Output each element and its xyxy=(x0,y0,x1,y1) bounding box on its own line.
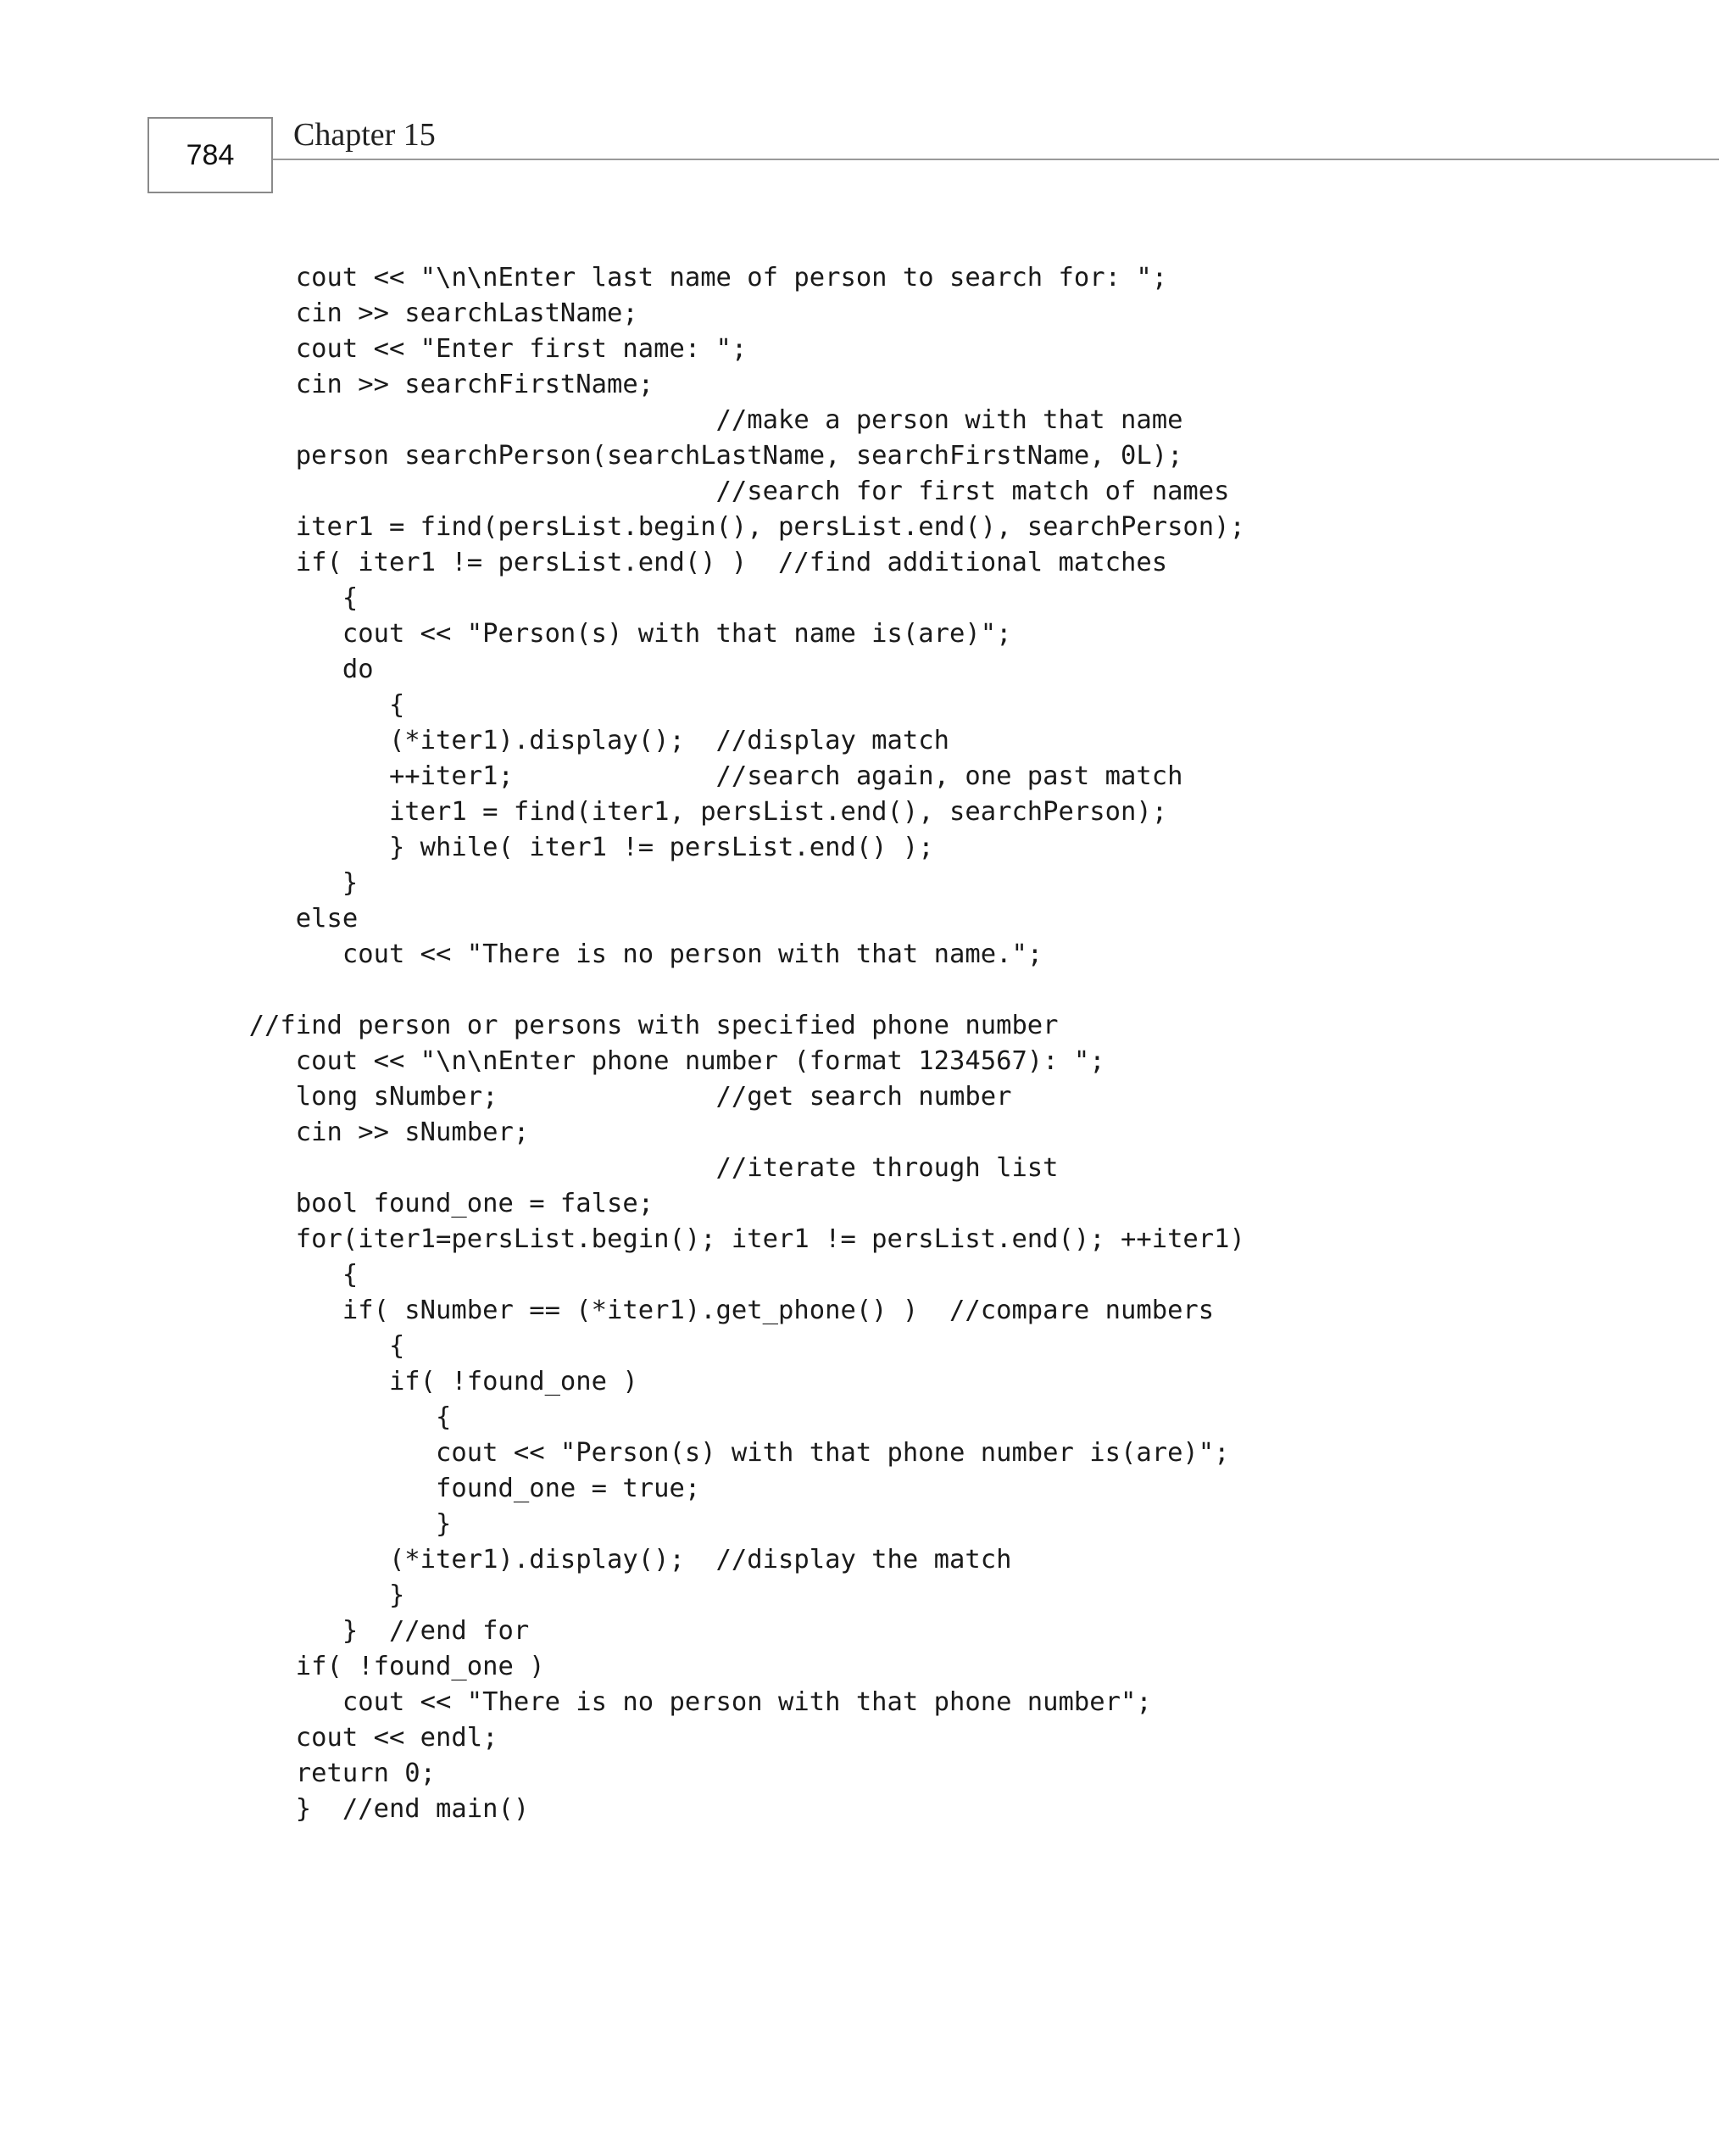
chapter-heading: Chapter 15 xyxy=(293,117,436,153)
code-line: cout << endl; xyxy=(202,1723,498,1753)
code-line: return 0; xyxy=(202,1759,437,1788)
code-line: cout << "\n\nEnter phone number (format 1234567): "; xyxy=(202,1046,1105,1076)
code-line: long sNumber; //get search number xyxy=(202,1082,1012,1112)
code-line: ++iter1; //search again, one past match xyxy=(202,761,1183,791)
code-line: } xyxy=(202,1509,452,1539)
code-line: cout << "There is no person with that name."; xyxy=(202,939,1043,969)
code-line: cout << "Person(s) with that phone number is(are)"; xyxy=(202,1438,1230,1468)
code-line: cout << "Person(s) with that name is(are)"; xyxy=(202,619,1012,649)
code-line: cin >> searchFirstName; xyxy=(202,370,654,399)
page-number: 784 xyxy=(147,117,273,193)
code-line: cin >> searchLastName; xyxy=(202,298,638,328)
code-line: { xyxy=(202,1260,359,1290)
code-line: //search for first match of names xyxy=(202,477,1230,506)
code-line: person searchPerson(searchLastName, searchFirstName, 0L); xyxy=(202,441,1183,471)
code-line: } while( iter1 != persList.end() ); xyxy=(202,833,934,862)
code-line: (*iter1).display(); //display match xyxy=(202,726,949,755)
code-line: { xyxy=(202,1402,452,1432)
code-line: } xyxy=(202,1580,405,1610)
code-line: cout << "\n\nEnter last name of person to search for: "; xyxy=(202,263,1168,293)
code-line: //iterate through list xyxy=(202,1153,1059,1183)
code-line: if( sNumber == (*iter1).get_phone() ) //compare numbers xyxy=(202,1296,1215,1325)
code-line: } //end main() xyxy=(202,1794,530,1824)
code-line: { xyxy=(202,1331,405,1361)
code-line: bool found_one = false; xyxy=(202,1189,654,1218)
code-line: else xyxy=(202,904,359,934)
code-line: if( iter1 != persList.end() ) //find additional matches xyxy=(202,548,1168,577)
code-line: (*iter1).display(); //display the match xyxy=(202,1545,1012,1575)
code-line: cin >> sNumber; xyxy=(202,1118,530,1147)
code-line: iter1 = find(persList.begin(), persList.end(), searchPerson); xyxy=(202,512,1245,542)
code-line: do xyxy=(202,655,374,684)
code-line: if( !found_one ) xyxy=(202,1367,638,1396)
code-line xyxy=(203,973,1245,1008)
code-listing xyxy=(203,260,1245,1827)
code-line: for(iter1=persList.begin(); iter1 != persList.end(); ++iter1) xyxy=(202,1224,1245,1254)
code-line: //make a person with that name xyxy=(202,405,1183,435)
header-rule xyxy=(273,159,1719,160)
code-line: //find person or persons with specified phone number xyxy=(202,1011,1059,1040)
code-line: iter1 = find(iter1, persList.end(), searchPerson); xyxy=(202,797,1168,827)
code-line: cout << "There is no person with that phone number"; xyxy=(202,1687,1152,1717)
code-line: } //end for xyxy=(202,1616,530,1646)
code-line: } xyxy=(202,868,359,898)
code-line: { xyxy=(202,583,359,613)
code-line: found_one = true; xyxy=(202,1474,701,1503)
code-line: cout << "Enter first name: "; xyxy=(202,334,748,364)
code-line: if( !found_one ) xyxy=(202,1652,545,1681)
code-line: { xyxy=(202,690,405,720)
